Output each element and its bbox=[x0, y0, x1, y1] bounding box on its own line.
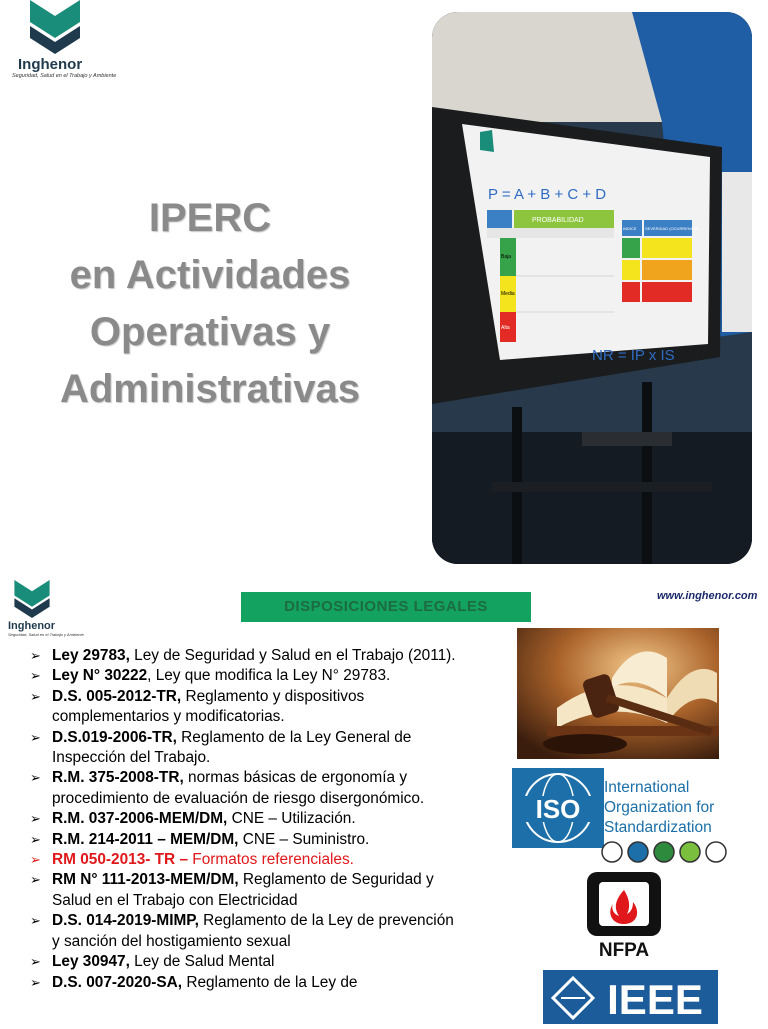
law-desc: Reglamento y dispositivos complementarios y modificatorias. bbox=[52, 687, 365, 726]
law-code: R.M. 037-2006-MEM/DM, bbox=[52, 810, 228, 828]
classroom-photo bbox=[432, 12, 752, 564]
screen-row-media: Media bbox=[501, 291, 515, 297]
law-desc: Ley de Salud Mental bbox=[129, 953, 275, 971]
title-line: Operativas y bbox=[89, 310, 331, 354]
nfpa-label: NFPA bbox=[598, 940, 650, 960]
inghenor-chevron-icon bbox=[30, 0, 80, 54]
slide-title bbox=[20, 190, 400, 418]
iso-text-line: Standardization bbox=[604, 819, 712, 836]
website-link[interactable]: www.inghenor.com bbox=[657, 590, 758, 602]
arrow-bullet-icon: ➢ bbox=[30, 974, 41, 990]
screen-formula-top: P = A + B + C + D bbox=[488, 186, 607, 203]
ieee-logo bbox=[543, 970, 718, 1024]
screen-col-indice: INDICE bbox=[623, 226, 637, 231]
law-code: R.M. 375-2008-TR, bbox=[52, 769, 184, 787]
law-desc: Formatos referenciales. bbox=[188, 851, 354, 869]
law-code: RM 050-2013- TR – bbox=[52, 851, 189, 869]
list-item bbox=[30, 850, 460, 870]
nfpa-logo bbox=[583, 870, 665, 960]
logo-name: Inghenor bbox=[8, 620, 56, 632]
law-desc: CNE – Suministro. bbox=[238, 830, 370, 848]
arrow-bullet-icon: ➢ bbox=[30, 668, 41, 684]
logo-tagline: Seguridad, Salud en el Trabajo y Ambiente bbox=[12, 73, 117, 79]
law-desc: Reglamento de Seguridad y Salud en el Trabajo con Electricidad bbox=[52, 871, 434, 909]
law-code: R.M. 214-2011 – MEM/DM, bbox=[52, 830, 239, 848]
list-item bbox=[30, 666, 460, 686]
arrow-bullet-icon: ➢ bbox=[30, 831, 41, 847]
law-code: D.S. 005-2012-TR, bbox=[52, 687, 182, 705]
law-desc: Reglamento de la Ley General de Inspección del Trabajo. bbox=[52, 728, 412, 767]
screen-col-severidad: SEVERIDAD (OCURRENCIA) bbox=[645, 226, 699, 231]
arrow-bullet-icon: ➢ bbox=[30, 852, 41, 868]
list-item bbox=[30, 728, 460, 769]
law-desc: Ley de Seguridad y Salud en el Trabajo (2011). bbox=[129, 647, 456, 664]
screen-col-probabilidad: PROBABILIDAD bbox=[532, 217, 584, 224]
title-line: IPERC bbox=[148, 196, 272, 240]
title-line: en Actividades bbox=[69, 253, 351, 297]
law-code: Ley 30947, bbox=[52, 953, 130, 971]
arrow-bullet-icon: ➢ bbox=[30, 872, 41, 888]
inghenor-chevron-icon bbox=[14, 580, 50, 618]
ieee-label: IEEE bbox=[607, 976, 703, 1023]
law-code: Ley 29783, bbox=[52, 647, 130, 664]
list-item bbox=[30, 911, 460, 952]
law-desc: normas básicas de ergonomía y procedimiento de evaluación de riesgo disergonómico. bbox=[52, 769, 425, 807]
list-item bbox=[30, 809, 460, 829]
arrow-bullet-icon: ➢ bbox=[30, 954, 41, 970]
law-desc: CNE – Utilización. bbox=[227, 810, 356, 828]
list-item bbox=[30, 687, 460, 728]
title-line: Administrativas bbox=[59, 367, 361, 411]
legal-list bbox=[30, 646, 460, 993]
iso-globe-icon bbox=[512, 768, 604, 848]
screen-row-alta: Alta bbox=[501, 325, 510, 331]
arrow-bullet-icon: ➢ bbox=[30, 770, 41, 786]
inghenor-logo-top bbox=[12, 0, 117, 79]
screen-formula-bottom: NR = IP x IS bbox=[592, 347, 675, 364]
inghenor-logo-bottom bbox=[8, 580, 98, 637]
section-banner: DISPOSICIONES LEGALES bbox=[241, 592, 531, 622]
list-item bbox=[30, 870, 460, 911]
arrow-bullet-icon: ➢ bbox=[30, 688, 41, 704]
iso-text-line: Organization for bbox=[604, 799, 715, 816]
list-item bbox=[30, 646, 460, 666]
certification-seals-icon bbox=[600, 838, 740, 866]
screen-row-baja: Baja bbox=[501, 254, 512, 260]
arrow-bullet-icon: ➢ bbox=[30, 729, 41, 745]
logo-tagline: Seguridad, Salud en el Trabajo y Ambiente bbox=[8, 632, 84, 637]
list-item bbox=[30, 830, 460, 850]
law-code: D.S. 007-2020-SA, bbox=[52, 973, 183, 991]
logo-name: Inghenor bbox=[18, 56, 83, 73]
arrow-bullet-icon: ➢ bbox=[30, 648, 41, 663]
law-code: RM N° 111-2013-MEM/DM, bbox=[52, 871, 239, 889]
law-code: D.S.019-2006-TR, bbox=[52, 728, 177, 746]
list-item bbox=[30, 768, 460, 809]
law-desc: Reglamento de la Ley de bbox=[182, 973, 358, 991]
law-code: Ley N° 30222 bbox=[52, 667, 148, 685]
law-desc: Reglamento de la Ley de prevención y sanción del hostigamiento sexual bbox=[52, 912, 454, 950]
iso-badge-text: ISO bbox=[535, 794, 581, 824]
iso-text-line: International bbox=[604, 779, 690, 796]
list-item bbox=[30, 973, 460, 993]
law-code: D.S. 014-2019-MIMP, bbox=[52, 912, 199, 930]
arrow-bullet-icon: ➢ bbox=[30, 811, 41, 827]
list-item bbox=[30, 952, 460, 972]
gavel-book-image bbox=[517, 628, 719, 759]
law-desc: , Ley que modifica la Ley N° 29783. bbox=[147, 667, 391, 685]
arrow-bullet-icon: ➢ bbox=[30, 913, 41, 929]
iso-name bbox=[604, 778, 714, 838]
